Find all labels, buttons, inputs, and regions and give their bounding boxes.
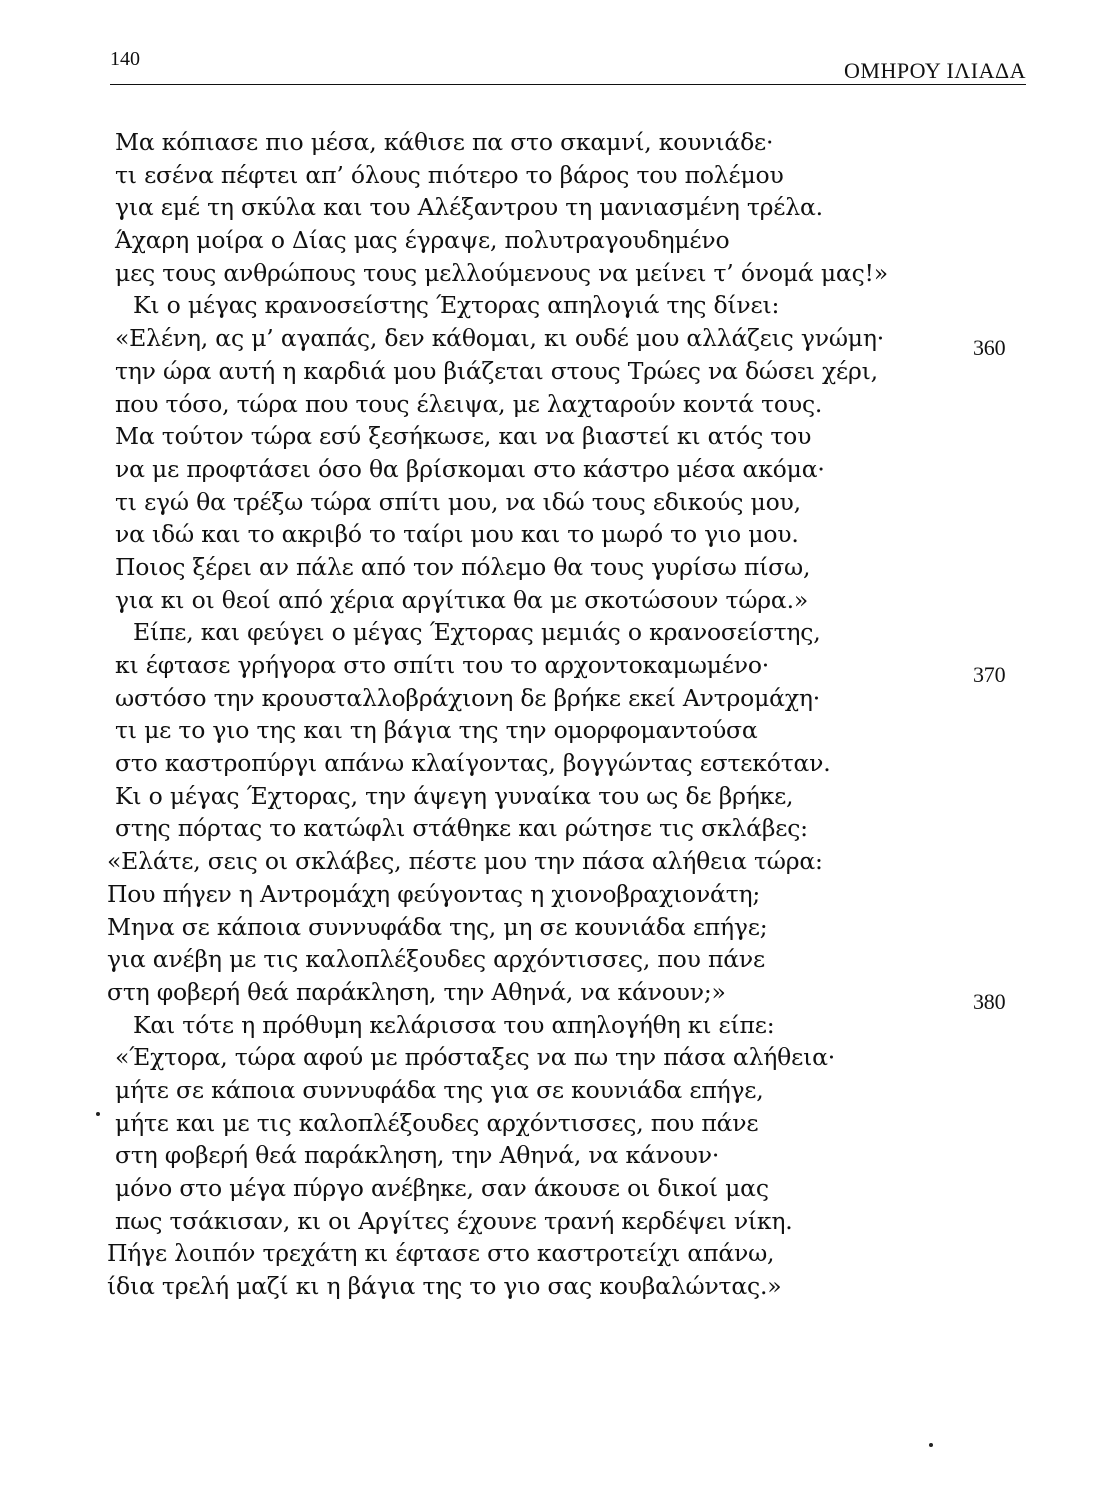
line-number: 370: [973, 662, 1006, 687]
verse-line: [107, 1074, 1067, 1107]
verse-line: [107, 453, 1067, 486]
verse-text: ίδια τρελή μαζί κι η βάγια της το γιο σας κουβαλώντας.»: [107, 1272, 782, 1301]
verse-text: μήτε και με τις καλοπλέξουδες αρχόντισσες, που πάνε: [115, 1108, 759, 1137]
verse-text: Μα τούτον τώρα εσύ ξεσήκωσε, και να βιαστεί κι ατός του: [115, 422, 812, 451]
verse-text: «Ελάτε, σεις οι σκλάβες, πέστε μου την πάσα αλήθεια τώρα:: [107, 847, 823, 876]
verse-line: [107, 486, 1067, 519]
stray-mark: [929, 1443, 933, 1447]
verse-text: «Ελένη, ας μ’ αγαπάς, δεν κάθομαι, κι ουδέ μου αλλάζεις γνώμη·: [115, 324, 885, 353]
page-number: 140: [110, 48, 140, 70]
verse-line: [107, 1237, 1067, 1270]
verse-text: να με προφτάσει όσο θα βρίσκομαι στο κάστρο μέσα ακόμα·: [115, 454, 825, 483]
verse-line: [107, 976, 1067, 1014]
verse-line: [107, 159, 1067, 192]
verse-line: [107, 747, 1067, 780]
verse-text: στης πόρτας το κατώφλι στάθηκε και ρώτησε τις σκλάβες:: [115, 814, 808, 843]
verse-text: Είπε, και φεύγει ο μέγας Έχτορας μεμιάς ο κρανοσείστης,: [133, 618, 821, 647]
verse-text: Και τότε η πρόθυμη κελάρισσα του απηλογήθη κι είπε:: [133, 1010, 775, 1039]
verse-line: [107, 191, 1067, 224]
verse-line: [107, 1139, 1067, 1172]
verse-text: Κι ο μέγας κρανοσείστης Έχτορας απηλογιά της δίνει:: [133, 291, 780, 320]
verse-line: [107, 616, 1067, 649]
verse-text: την ώρα αυτή η καρδιά μου βιάζεται στους Τρώες να δώσει χέρι,: [115, 356, 878, 385]
verse-text: Μηνα σε κάποια συννυφάδα της, μη σε κουνιάδα επήγε;: [107, 912, 768, 941]
verse-text: στη φοβερή θεά παράκληση, την Αθηνά, να κάνουν;»: [107, 977, 726, 1006]
verse-text: μες τους ανθρώπους τους μελλούμενους να μείνει τ’ όνομά μας!»: [115, 258, 888, 287]
verse-text: τι εγώ θα τρέξω τώρα σπίτι μου, να ιδώ τους εδικούς μου,: [115, 487, 801, 516]
verse-line: [107, 1009, 1067, 1042]
verse-text: για ανέβη με τις καλοπλέξουδες αρχόντισσες, που πάνε: [107, 945, 765, 974]
verse-text: στη φοβερή θεά παράκληση, την Αθηνά, να κάνουν·: [115, 1141, 720, 1170]
verse-line: [107, 584, 1067, 617]
verse-text: στο καστροπύργι απάνω κλαίγοντας, βογγώντας εστεκόταν.: [115, 749, 831, 778]
verse-line: [107, 911, 1067, 944]
verse-line: [107, 682, 1067, 715]
verse-text: τι με το γιο της και τη βάγια της την ομορφομαντούσα: [115, 716, 758, 745]
verse-line: [107, 780, 1067, 813]
verse-line: [107, 518, 1067, 551]
verse-text: τι εσένα πέφτει απ’ όλους πιότερο το βάρος του πολέμου: [115, 160, 784, 189]
verse-line: [107, 388, 1067, 421]
verse-text: να ιδώ και το ακριβό το ταίρι μου και το μωρό το γιο μου.: [115, 520, 799, 549]
verse-line: [107, 420, 1067, 453]
verse-text: Κι ο μέγας Έχτορας, την άψεγη γυναίκα του ως δε βρήκε,: [115, 781, 794, 810]
verse-text: πως τσάκισαν, κι οι Αργίτες έχουνε τρανή κερδέψει νίκη.: [115, 1206, 793, 1235]
verse-line: [107, 1041, 1067, 1074]
verse-line: [107, 224, 1067, 257]
verse-line: [107, 126, 1067, 159]
verse-line: [107, 649, 1067, 687]
header-rule: [110, 84, 1026, 85]
verse-line: [107, 1270, 1067, 1303]
verse-block: [107, 126, 1067, 1303]
verse-text: Πήγε λοιπόν τρεχάτη κι έφτασε στο καστροτείχι απάνω,: [107, 1239, 775, 1268]
verse-text: για εμέ τη σκύλα και του Αλέξαντρου τη μανιασμένη τρέλα.: [115, 193, 823, 222]
verse-text: ωστόσο την κρουσταλλοβράχιονη δε βρήκε εκεί Αντρομάχη·: [115, 683, 821, 712]
verse-line: [107, 812, 1067, 845]
verse-text: για κι οι θεοί από χέρια αργίτικα θα με σκοτώσουν τώρα.»: [115, 585, 809, 614]
verse-line: [107, 551, 1067, 584]
verse-text: που τόσο, τώρα που τους έλειψα, με λαχταρούν κοντά τους.: [115, 389, 823, 418]
running-header: [110, 38, 1026, 86]
stray-mark: [96, 1112, 100, 1116]
verse-text: Άχαρη μοίρα ο Δίας μας έγραψε, πολυτραγουδημένο: [115, 226, 730, 255]
verse-text: μόνο στο μέγα πύργο ανέβηκε, σαν άκουσε οι δικοί μας: [115, 1174, 769, 1202]
verse-line: [107, 257, 1067, 290]
verse-line: [107, 322, 1067, 361]
verse-line: [107, 878, 1067, 911]
verse-text: μήτε σε κάποια συννυφάδα της για σε κουνιάδα επήγε,: [115, 1075, 764, 1104]
verse-text: κι έφτασε γρήγορα στο σπίτι του το αρχοντοκαμωμένο·: [115, 651, 770, 679]
book-title: ΟΜΗΡΟΥ ΙΛΙΑΔΑ: [844, 58, 1026, 83]
verse-line: [107, 1172, 1067, 1205]
verse-line: [107, 845, 1067, 878]
verse-line: [107, 943, 1067, 976]
verse-text: Που πήγεν η Αντρομάχη φεύγοντας η χιονοβραχιονάτη;: [107, 879, 761, 908]
verse-text: Ποιος ξέρει αν πάλε από τον πόλεμο θα τους γυρίσω πίσω,: [115, 552, 811, 581]
verse-text: Μα κόπιασε πιο μέσα, κάθισε πα στο σκαμνί, κουνιάδε·: [115, 128, 774, 156]
verse-line: [107, 1107, 1067, 1140]
line-number: 380: [973, 988, 1006, 1014]
verse-text: «Έχτορα, τώρα αφού με πρόσταξες να πω την πάσα αλήθεια·: [115, 1043, 836, 1072]
verse-line: [107, 289, 1067, 322]
verse-line: [107, 714, 1067, 747]
line-number: 360: [973, 335, 1006, 361]
verse-line: [107, 355, 1067, 388]
verse-line: [107, 1205, 1067, 1238]
